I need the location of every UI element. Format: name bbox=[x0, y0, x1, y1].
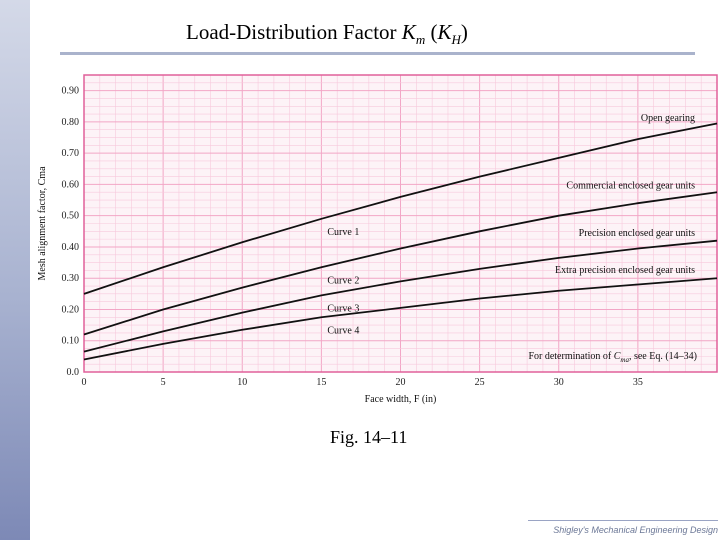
series-label-3: Precision enclosed gear units bbox=[578, 228, 695, 240]
y-tick-label: 0.70 bbox=[61, 148, 79, 160]
y-tick-label: 0.90 bbox=[61, 85, 79, 97]
footer-text: Shigley's Mechanical Engineering Design bbox=[553, 525, 718, 535]
y-tick-label: 0.60 bbox=[61, 179, 79, 191]
figure-caption: Fig. 14–11 bbox=[330, 427, 408, 447]
curve-tag-1: Curve 1 bbox=[327, 226, 360, 238]
footer-rule bbox=[528, 520, 718, 521]
y-tick-label: 0.10 bbox=[61, 335, 79, 347]
x-tick-label: 0 bbox=[81, 377, 87, 388]
mesh-alignment-chart bbox=[30, 60, 720, 415]
title-underline bbox=[60, 52, 695, 55]
slide-title bbox=[186, 20, 546, 50]
curve-tag-4: Curve 4 bbox=[327, 325, 360, 337]
annotation-subscript: ma bbox=[620, 356, 629, 364]
slide-side-band bbox=[0, 0, 30, 540]
title-paren-close: ) bbox=[460, 20, 468, 44]
x-tick-label: 15 bbox=[316, 377, 327, 388]
y-tick-label: 0.50 bbox=[61, 210, 79, 222]
title-paren-open: ( bbox=[425, 20, 438, 44]
y-tick-label: 0.30 bbox=[61, 273, 79, 285]
x-tick-label: 10 bbox=[237, 377, 248, 388]
y-tick-label: 0.80 bbox=[61, 116, 79, 128]
x-tick-label: 5 bbox=[160, 377, 166, 388]
title-km-symbol: K bbox=[401, 20, 416, 44]
title-kh-subscript: H bbox=[451, 32, 461, 48]
title-text: Load-Distribution Factor bbox=[186, 20, 402, 44]
curve-tag-2: Curve 2 bbox=[327, 275, 360, 287]
series-label-1: Open gearing bbox=[640, 113, 695, 125]
curve-tag-3: Curve 3 bbox=[327, 303, 360, 315]
x-tick-label: 35 bbox=[632, 377, 643, 388]
y-axis-label bbox=[37, 166, 48, 281]
y-tick-label: 0.40 bbox=[61, 241, 79, 253]
y-tick-label: 0.0 bbox=[66, 367, 79, 378]
annotation-prefix: For determination of bbox=[528, 351, 614, 362]
series-label-2: Commercial enclosed gear units bbox=[566, 180, 695, 192]
annotation-suffix: , see Eq. (14–34) bbox=[628, 351, 697, 362]
x-tick-label: 20 bbox=[395, 377, 406, 388]
x-axis-label: Face width, F (in) bbox=[364, 394, 437, 405]
x-tick-label: 30 bbox=[553, 377, 564, 388]
y-axis-label-text: Mesh alignment factor, Cma bbox=[37, 166, 48, 281]
annotation-symbol: C bbox=[613, 351, 621, 362]
x-tick-label: 25 bbox=[474, 377, 485, 388]
series-label-4: Extra precision enclosed gear units bbox=[555, 265, 695, 277]
title-kh-symbol: K bbox=[437, 20, 452, 44]
title-km-subscript: m bbox=[415, 32, 426, 48]
y-tick-label: 0.20 bbox=[61, 304, 79, 316]
